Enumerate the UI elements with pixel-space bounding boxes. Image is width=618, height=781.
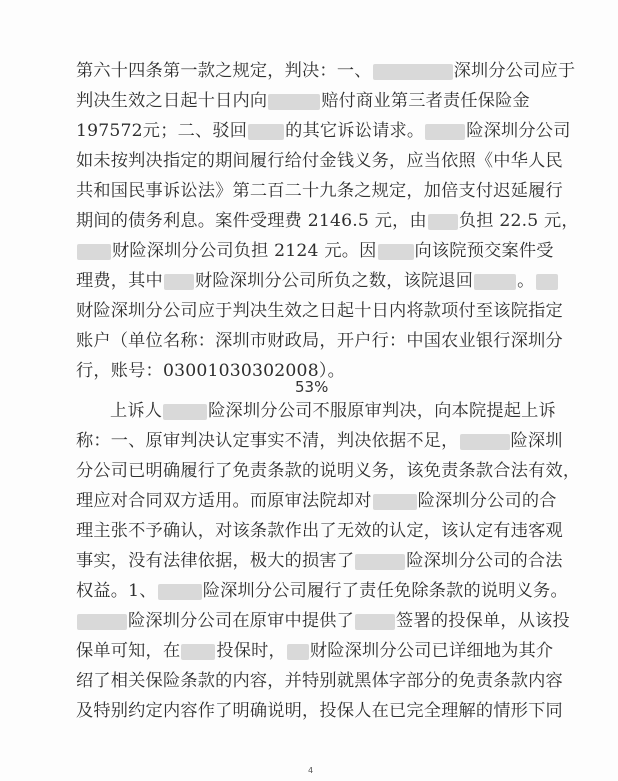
text-segment: 分公司已明确履行了免责条款的说明义务，该免责条款合法有效， xyxy=(76,461,581,481)
text-segment: 理费，其中 xyxy=(76,271,163,291)
text-segment: 期间的债务利息。案件受理费 2146.5 元，由 xyxy=(76,211,427,231)
redaction-block xyxy=(373,64,453,80)
redaction-block xyxy=(428,214,458,230)
redaction-block xyxy=(287,644,309,660)
text-segment: 如未按判决指定的期间履行给付金钱义务，应当依照《中华人民 xyxy=(76,151,563,171)
redaction-block xyxy=(460,434,510,450)
text-line xyxy=(76,516,563,546)
text-line xyxy=(76,86,546,116)
redaction-block xyxy=(474,274,516,290)
text-segment: 共和国民事诉讼法》第二百二十九条之规定，加倍支付迟延履行 xyxy=(76,181,563,201)
redaction-block xyxy=(536,274,558,290)
redaction-block xyxy=(248,124,284,140)
text-segment: 行，账号：03001030302008）。 xyxy=(76,361,346,381)
text-line xyxy=(76,266,546,296)
text-segment: 财险深圳分公司所负之数，该院退回 xyxy=(194,271,474,291)
redaction-block xyxy=(373,494,417,510)
text-segment: 投保时， xyxy=(216,641,286,661)
text-line xyxy=(76,606,570,636)
text-line xyxy=(76,546,563,576)
redaction-block xyxy=(425,124,465,140)
text-line xyxy=(76,426,563,456)
text-line xyxy=(76,456,581,486)
text-line xyxy=(76,576,568,606)
text-segment: 险深圳分公司履行了责任免除条款的说明义务。 xyxy=(202,581,568,601)
redaction-block xyxy=(163,404,207,420)
text-segment: 事实，没有法律依据，极大的损害了 xyxy=(76,551,355,571)
text-segment: 签署的投保单，从该投 xyxy=(396,611,570,631)
text-segment: 上诉人 xyxy=(110,401,163,421)
text-segment: 。 xyxy=(517,271,535,291)
text-segment: 险深圳分公司在原审中提供了 xyxy=(128,611,355,631)
text-segment: 向该院预交案件受 xyxy=(414,241,554,261)
text-segment: 险深圳分公司的合法 xyxy=(406,551,563,571)
text-line xyxy=(76,486,557,516)
text-segment: 赔付商业第三者责任保险金 xyxy=(321,91,530,111)
redaction-block xyxy=(268,94,320,110)
text-segment: 第六十四条第一款之规定，判决：一、 xyxy=(76,61,372,81)
text-segment: 财险深圳分公司负担 2124 元。因 xyxy=(112,241,377,261)
text-line xyxy=(76,236,554,266)
text-segment: 财险深圳分公司应于判决生效之日起十日内将款项付至该院指定 xyxy=(76,301,563,321)
text-segment: 险深圳分公司的合 xyxy=(417,491,557,511)
text-segment: 保单可知，在 xyxy=(76,641,181,661)
page-number: 4 xyxy=(308,766,314,775)
text-line xyxy=(76,296,563,326)
text-segment: 财险深圳分公司已详细地为其介 xyxy=(309,641,554,661)
redaction-block xyxy=(77,244,111,260)
text-segment: 险深圳分公司 xyxy=(466,121,571,141)
text-line xyxy=(76,666,563,696)
text-segment: 判决生效之日起十日内向 xyxy=(76,91,268,111)
text-line xyxy=(76,116,571,146)
redaction-block xyxy=(164,274,194,290)
text-segment: 账户（单位名称：深圳市财政局，开户行：中国农业银行深圳分 xyxy=(76,331,563,351)
text-segment: 险深圳分公司不服原审判决，向本院提起上诉 xyxy=(208,401,556,421)
zoom-indicator: 53% xyxy=(295,378,329,396)
text-line xyxy=(110,396,556,426)
text-segment: 权益。1、 xyxy=(76,581,157,601)
text-segment: 称：一、原审判决认定事实不清，判决依据不足， xyxy=(76,431,459,451)
text-segment: 险深圳 xyxy=(510,431,563,451)
text-line xyxy=(76,206,579,236)
text-line xyxy=(76,326,563,356)
text-segment: 理应对合同双方适用。而原审法院却对 xyxy=(76,491,372,511)
text-segment: 绍了相关保险条款的内容，并特别就黑体字部分的免责条款内容 xyxy=(76,671,563,691)
text-line xyxy=(76,176,563,206)
text-segment: 理主张不予确认，对该条款作出了无效的认定，该认定有违客观 xyxy=(76,521,563,541)
redaction-block xyxy=(355,614,395,630)
text-segment: 的其它诉讼请求。 xyxy=(285,121,425,141)
redaction-block xyxy=(378,244,414,260)
text-segment: 负担 22.5 元， xyxy=(458,211,579,231)
redaction-block xyxy=(158,584,202,600)
text-line xyxy=(76,696,563,726)
text-line xyxy=(76,146,563,176)
text-segment: 深圳分公司应于 xyxy=(453,61,576,81)
redaction-block xyxy=(355,554,405,570)
redaction-block xyxy=(181,644,215,660)
text-line xyxy=(76,56,576,86)
redaction-block xyxy=(77,614,127,630)
text-segment: 197572元；二、驳回 xyxy=(76,121,248,141)
text-segment: 及特别约定内容作了明确说明，投保人在已完全理解的情形下同 xyxy=(76,701,563,721)
text-line xyxy=(76,636,554,666)
